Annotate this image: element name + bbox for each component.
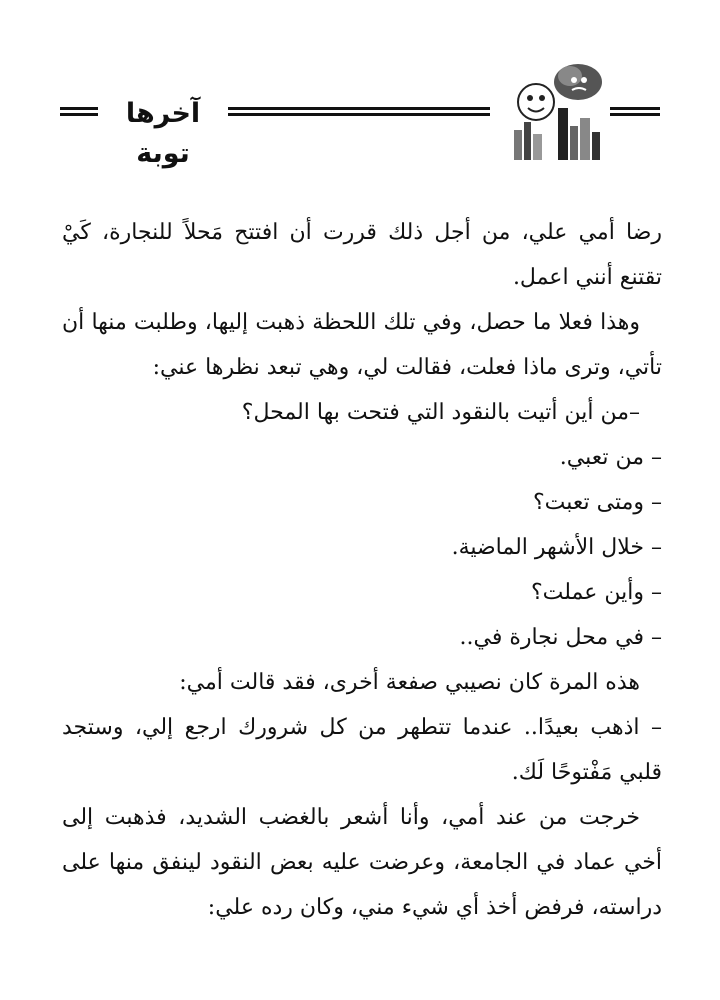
paragraph: هذه المرة كان نصيبي صفعة أخرى، فقد قالت أمي: [179,670,640,695]
paragraph: رضا أمي علي، من أجل ذلك قررت أن افتتح مَحلاً للنجارة، كَيْ تقتنع أنني اعمل. [62,220,662,290]
page-header [0,60,720,170]
paragraph: خرجت من عند أمي، وأنا أشعر بالغضب الشديد، فذهبت إلى أخي عماد في الجامعة، وعرضت عليه بعض النقود لينفق منها على دراسته، فرفض أخذ أي شيء مني، وكان رده علي: [62,805,662,920]
header-rule-left [60,107,98,121]
chapter-title: آخرها توبة [125,98,201,169]
dialogue-line: – ومتى تعبت؟ [532,490,662,515]
header-rule-middle [228,107,490,121]
city-character-illustration [506,60,610,160]
dialogue-line: – في محل نجارة في.. [459,625,662,650]
dialogue-line: – من تعبي. [559,445,662,470]
page-body [62,210,662,930]
dialogue-line: – خلال الأشهر الماضية. [451,535,662,560]
header-rule-right [610,107,660,121]
dialogue-line: –من أين أتيت بالنقود التي فتحت بها المحل؟ [241,400,640,425]
dialogue-line: – اذهب بعيدًا.. عندما تتطهر من كل شرورك ارجع إلي، وستجد قلبي مَفْتوحًا لَك. [62,715,662,785]
paragraph: وهذا فعلا ما حصل، وفي تلك اللحظة ذهبت إليها، وطلبت منها أن تأتي، وترى ماذا فعلت، فقالت لي، وهي تبعد نظرها عني: [62,310,662,380]
dialogue-line: – وأين عملت؟ [530,580,662,605]
